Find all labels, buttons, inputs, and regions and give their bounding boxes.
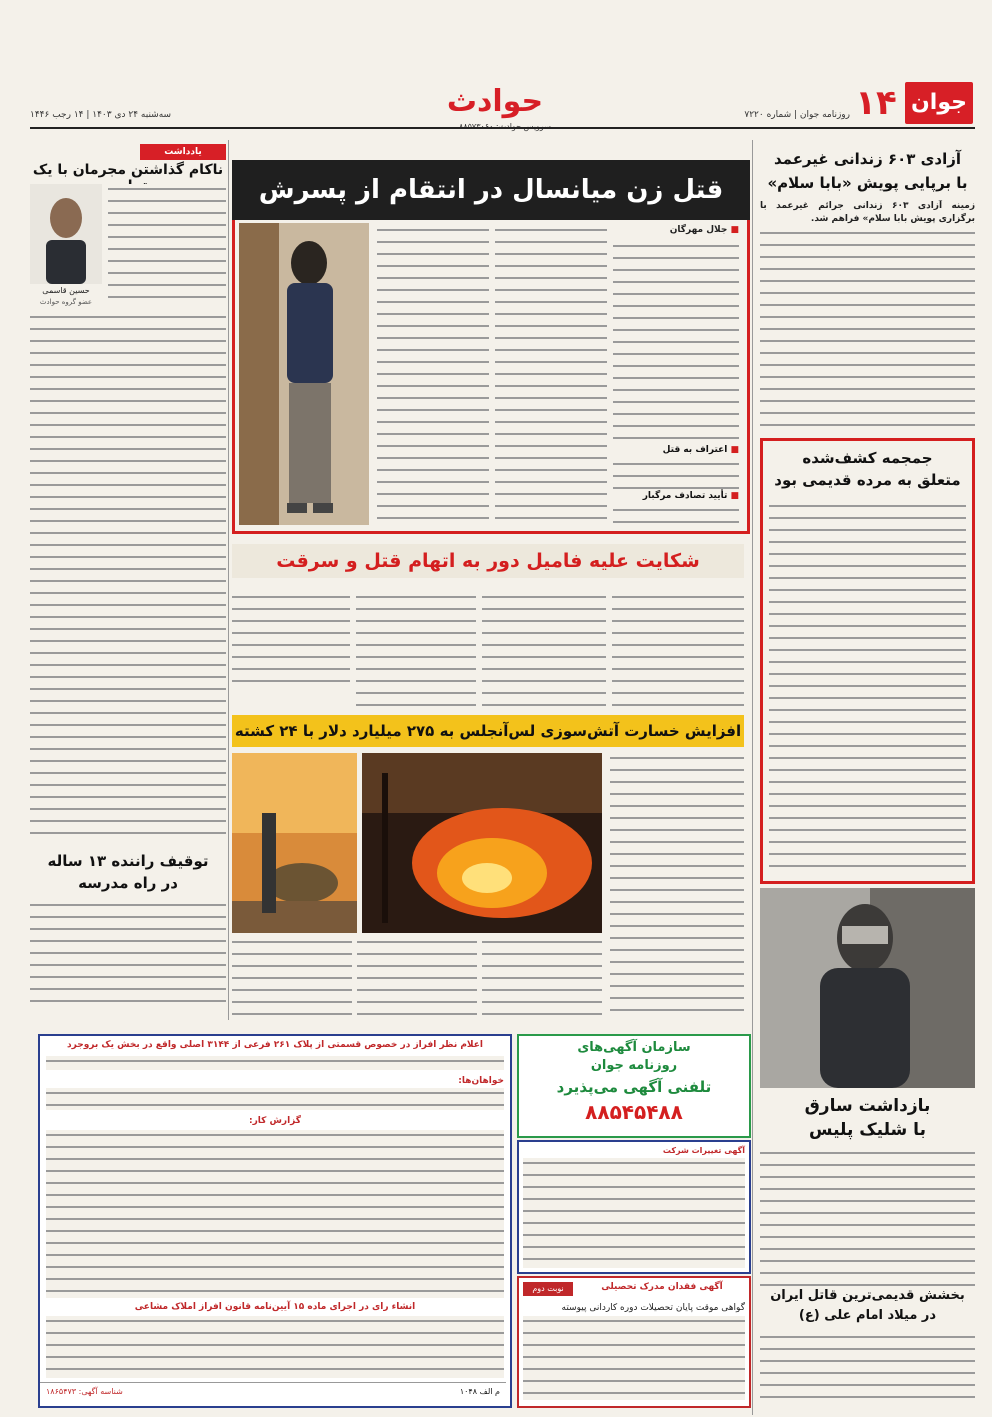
note-body bbox=[30, 312, 226, 842]
story3-title-line1: بازداشت سارق bbox=[804, 1096, 931, 1116]
story1-title-line1: آزادی ۶۰۳ زندانی غیرعمد bbox=[773, 150, 962, 168]
burning-house-icon bbox=[362, 753, 602, 933]
lost-body-1: گواهی موقت پایان تحصیلات دوره کاردانی پیوسته bbox=[561, 1303, 745, 1313]
tortoise-fire-icon bbox=[232, 753, 357, 933]
suspect-figure-icon bbox=[760, 888, 975, 1088]
main-story-col2 bbox=[495, 225, 607, 525]
main-story-byline bbox=[605, 225, 739, 235]
lost-title: آگهی فقدان مدرک تحصیلی bbox=[601, 1282, 723, 1292]
family-story-title: شکایت علیه فامیل دور به اتهام قتل و سرقت bbox=[232, 544, 744, 578]
masthead-rule bbox=[30, 127, 975, 129]
legal-notice-intro bbox=[46, 1056, 504, 1070]
story4-title-line2: در میلاد امام علی (ع) bbox=[760, 1308, 975, 1323]
byline-name: جلال مهرگان bbox=[669, 225, 728, 235]
ad-org-line1: سازمان آگهی‌های bbox=[577, 1040, 691, 1055]
legal-notice-title: اعلام نظر افراز در خصوص قسمتی از پلاک ۲۶۱ فرعی از ۳۱۴۴ اصلی واقع در بخش یک بروجرد bbox=[66, 1040, 483, 1050]
legal-footer-right: م الف ۱۰۴۸ bbox=[459, 1387, 500, 1396]
note-title: ناکام گذاشتن مجرمان با یک bbox=[32, 162, 224, 178]
family-story bbox=[232, 540, 744, 715]
main-story-subhead-2 bbox=[613, 491, 739, 501]
section-name: حوادث bbox=[446, 84, 544, 119]
legal-footer-left: شناسه آگهی: ۱۸۶۵۴۷۳ bbox=[46, 1387, 123, 1396]
company-notice-title: آگهی تغییرات شرکت bbox=[662, 1146, 745, 1155]
author-name: حسین قاسمی bbox=[42, 286, 90, 295]
date-line: سه‌شنبه ۲۴ دی ۱۴۰۳ | ۱۴ رجب ۱۴۴۶ bbox=[30, 110, 172, 120]
legal-footer bbox=[40, 1382, 506, 1403]
main-story-photo bbox=[239, 223, 369, 525]
note-body-top bbox=[108, 184, 226, 302]
note-label-tag bbox=[140, 144, 226, 160]
fire-story bbox=[232, 715, 744, 1020]
legal-section-3: انشاء رای در اجرای ماده ۱۵ آیین‌نامه قانون افراز املاک مشاعی bbox=[134, 1302, 416, 1312]
fire-photo-small bbox=[232, 753, 357, 933]
company-notice bbox=[517, 1140, 751, 1274]
story2-box bbox=[760, 438, 975, 884]
author-portrait-icon bbox=[30, 184, 102, 284]
ad-org-box bbox=[517, 1034, 751, 1138]
byline-marker: ■ bbox=[727, 225, 739, 235]
left-column bbox=[30, 140, 226, 1020]
legal-section-3-body bbox=[46, 1316, 504, 1378]
story1-title-line2: با برپایی پویش «بابا سلام» bbox=[767, 174, 968, 192]
teen-driver-title-line2: در راه مدرسه bbox=[78, 874, 178, 892]
main-story-col1 bbox=[613, 241, 739, 441]
family-story-col2 bbox=[482, 592, 606, 712]
arrested-man-icon bbox=[239, 223, 369, 525]
fire-story-col3 bbox=[357, 937, 477, 1017]
author-photo bbox=[30, 184, 102, 284]
main-story-title: قتل زن میانسال در انتقام از پسرش bbox=[258, 175, 724, 205]
brand-logo bbox=[905, 82, 973, 124]
ads-area bbox=[30, 1028, 755, 1413]
lost-body bbox=[523, 1316, 745, 1400]
teen-driver-body bbox=[30, 900, 226, 1012]
story4-body bbox=[760, 1332, 975, 1402]
page-number: ۱۴ bbox=[855, 83, 897, 123]
fire-story-col2 bbox=[482, 937, 602, 1017]
story3-title-line2: با شلیک پلیس bbox=[809, 1120, 926, 1140]
right-column bbox=[760, 140, 975, 1415]
legal-section-1-body bbox=[46, 1088, 504, 1110]
teen-driver-title-line1: توقیف راننده ۱۳ ساله bbox=[47, 852, 209, 870]
fire-story-col1 bbox=[610, 753, 744, 1018]
main-story-col1b bbox=[613, 459, 739, 489]
fire-title-bar bbox=[232, 715, 744, 747]
ad-org-line3: تلفنی آگهی می‌پذیرد bbox=[556, 1078, 712, 1096]
main-story-col3 bbox=[377, 225, 489, 525]
ad-phone[interactable]: ۸۸۵۴۵۴۸۸ bbox=[585, 1100, 683, 1124]
author-role: عضو گروه حوادث bbox=[39, 298, 93, 306]
legal-section-1: خواهان‌ها: bbox=[458, 1076, 504, 1086]
ad-org-line2: روزنامه جوان bbox=[590, 1058, 678, 1073]
family-story-col4 bbox=[232, 592, 350, 682]
main-story-title-bar bbox=[232, 160, 750, 220]
story1-body bbox=[760, 228, 975, 428]
suspect-photo bbox=[760, 888, 975, 1088]
fire-story-title: افزایش خسارت آتش‌سوزی لس‌آنجلس به ۲۷۵ میلیارد دلار با ۲۴ کشته bbox=[234, 722, 742, 740]
column-divider-left bbox=[228, 140, 229, 1020]
company-notice-body bbox=[523, 1158, 745, 1268]
subhead2-marker: ■ bbox=[727, 491, 739, 501]
fire-story-col4 bbox=[232, 937, 352, 1017]
paper-info: روزنامه جوان | شماره ۷۲۲۰ bbox=[744, 110, 850, 120]
main-story-subhead-1 bbox=[613, 445, 739, 455]
story2-body bbox=[769, 501, 966, 871]
story2-title-line1: جمجمه کشف‌شده bbox=[802, 449, 933, 467]
subhead1-text: اعتراف به قتل bbox=[662, 445, 728, 455]
legal-section-2-body bbox=[46, 1130, 504, 1298]
main-story-box bbox=[232, 160, 750, 534]
subhead1-marker: ■ bbox=[727, 445, 739, 455]
legal-notice bbox=[38, 1034, 512, 1408]
story2-title-line2: متعلق به مرده قدیمی بود bbox=[774, 471, 961, 489]
lost-badge: نوبت دوم bbox=[523, 1282, 573, 1296]
masthead bbox=[0, 0, 992, 130]
lost-document bbox=[517, 1276, 751, 1408]
story4-title-line1: بخشش قدیمی‌ترین قاتل ایران bbox=[760, 1288, 975, 1303]
subhead2-text: تأیید تصادف مرگبار bbox=[642, 491, 728, 501]
family-story-col1 bbox=[612, 592, 744, 712]
main-story-col1c bbox=[613, 505, 739, 525]
legal-section-2: گزارش کار: bbox=[248, 1116, 302, 1126]
family-story-col3 bbox=[356, 592, 476, 712]
brand-name: جوان bbox=[911, 90, 967, 115]
note-label: یادداشت bbox=[164, 147, 202, 157]
story1-lead: زمینه آزادی ۶۰۳ زندانی جرائم غیرعمد با برگزاری پویش بابا سلام» فراهم شد. bbox=[760, 201, 975, 224]
fire-photo-large bbox=[362, 753, 602, 933]
